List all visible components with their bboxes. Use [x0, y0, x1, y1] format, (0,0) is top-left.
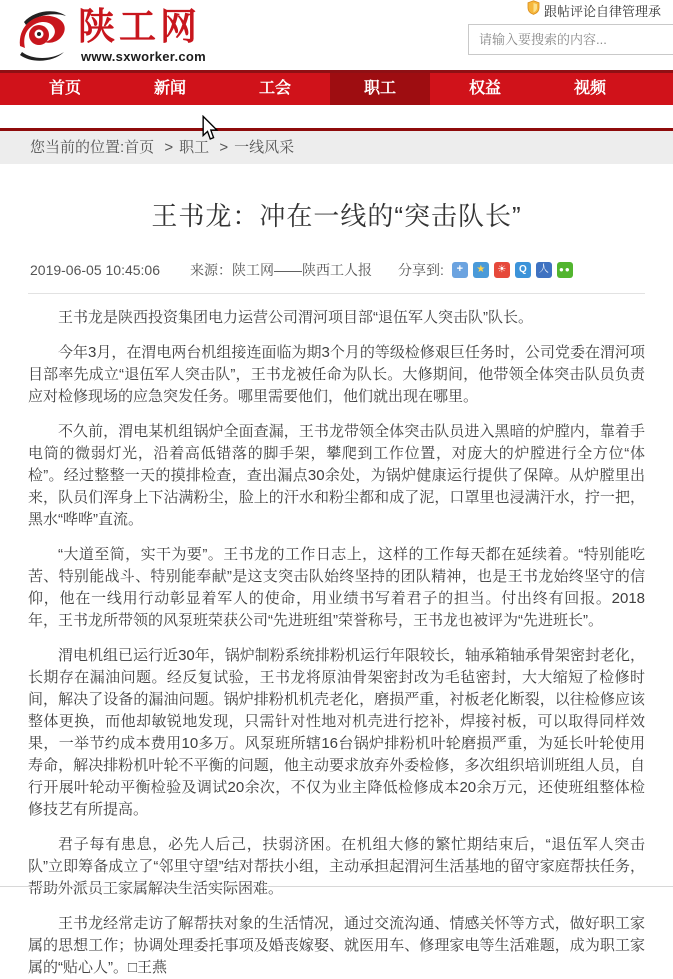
breadcrumb: [0, 128, 673, 164]
site-title: 陕工网: [78, 7, 201, 49]
renren-icon[interactable]: 人: [536, 262, 552, 278]
paragraph: 王书龙是陕西投资集团电力运营公司渭河项目部“退伍军人突击队”队长。: [58, 309, 533, 326]
article-title: 王书龙：冲在一线的“突击队长”: [151, 201, 522, 231]
breadcrumb-separator: >: [164, 139, 174, 156]
breadcrumb-link-home[interactable]: 首页: [124, 139, 155, 156]
qzone-icon[interactable]: ★: [473, 262, 489, 278]
breadcrumb-prefix: 您当前的位置:: [30, 139, 125, 156]
share-more-icon[interactable]: +: [452, 262, 468, 278]
spacer: [0, 105, 673, 128]
breadcrumb-link-frontline[interactable]: 一线风采: [234, 139, 295, 156]
paragraph: “大道至简，实干为要”。王书龙的工作日志上，这样的工作每天都在延续着。“特别能吃苦、特别能战斗、特别能奉献”是这支突击队始终坚持的团队精神，也是王书龙始终坚守的信仰，他在一线用行动彰显着军人的使命，用业绩书写着君子的担当。付出终有回报。2018年，王书龙所带领的风泵班荣获公司“先进班组”荣誉称号，王书龙也被评为“先进班长”。: [28, 546, 645, 629]
site-header: [0, 0, 673, 70]
article-body: [28, 307, 645, 979]
tencent-weibo-icon[interactable]: Q: [515, 262, 531, 278]
site-logo[interactable]: [12, 6, 206, 67]
nav-item-rights[interactable]: 权益: [468, 80, 501, 97]
nav-item-home[interactable]: 首页: [48, 80, 81, 97]
article-meta: [28, 260, 645, 280]
breadcrumb-link-workers[interactable]: 职工: [179, 139, 210, 156]
article: [0, 196, 673, 979]
search-input[interactable]: [468, 24, 673, 55]
main-nav: [0, 70, 673, 105]
site-url: www.sxworker.com: [81, 48, 206, 64]
shield-icon: [527, 0, 540, 20]
share-icons: [452, 262, 578, 278]
paragraph: 不久前，渭电某机组锅炉全面查漏，王书龙带领全体突击队员进入黑暗的炉膛内，靠着手电筒的微弱灯光，沿着高低错落的脚手架，攀爬到工作位置，对庞大的炉膛进行全方位“体检”。经过整整一天的摸排检查，查出漏点30余处，为锅炉健康运行提供了保障。从炉膛里出来，队员们浑身上下沾满粉尘，脸上的汗水和粉尘都和成了泥，口罩里也浸满汗水，拧一把，黑水“哗哗”直流。: [28, 423, 645, 528]
nav-item-workers[interactable]: 职工: [330, 73, 430, 105]
nav-item-union[interactable]: 工会: [258, 80, 291, 97]
comment-self-discipline-notice[interactable]: [527, 2, 661, 18]
wechat-icon[interactable]: ●●: [557, 262, 573, 278]
breadcrumb-separator: >: [219, 139, 229, 156]
meta-divider: [28, 293, 645, 294]
sina-weibo-icon[interactable]: ☀: [494, 262, 510, 278]
nav-item-news[interactable]: 新闻: [153, 80, 186, 97]
paragraph: 王书龙经常走访了解帮扶对象的生活情况，通过交流沟通、情感关怀等方式，做好职工家属的思想工作；协调处理委托事项及婚丧嫁娶、就医用车、修理家电等生活难题，成为职工家属的“贴心人”。□王燕: [28, 915, 645, 976]
paragraph: 今年3月，在渭电两台机组接连面临为期3个月的等级检修艰巨任务时，公司党委在渭河项目部率先成立“退伍军人突击队”，王书龙被任命为队长。大修期间，他带领全体突击队员负责应对检修现场的应急突发任务。哪里需要他们，他们就出现在哪里。: [28, 344, 645, 405]
article-source: 来源：陕工网——陕西工人报: [190, 262, 372, 278]
article-date: 2019-06-05 10:45:06: [30, 262, 160, 278]
footer-divider: [0, 886, 673, 887]
paragraph: 渭电机组已运行近30年，锅炉制粉系统排粉机运行年限较长，轴承箱轴承骨架密封老化，长期存在漏油问题。经反复试验，王书龙将原油骨架密封改为毛毡密封，大大缩短了检修时间，解决了设备的漏油问题。锅炉排粉机机壳老化，磨损严重，衬板老化断裂，以往检修应该整体更换，而他却敏锐地发现，只需针对性地对机壳进行挖补，焊接衬板，可以取得同样效果，一举节约成本费用10多万。风泵班所辖16台锅炉排粉机叶轮磨损严重，为延长叶轮使用寿命，解决排粉机叶轮不平衡的问题，他主动要求放弃外委检修，多次组织培训班组人员，自行开展叶轮动平衡检验及调试20余次，不仅为业主降低检修成本20余万元，还使班组整体检修技艺有所提高。: [28, 647, 645, 818]
share-label: 分享到:: [398, 262, 444, 278]
nav-item-video[interactable]: 视频: [573, 80, 606, 97]
notice-text: 跟帖评论自律管理承: [544, 3, 662, 19]
logo-swirl-icon: [12, 6, 74, 67]
paragraph: 君子每有患息，必先人后己，扶弱济困。在机组大修的繁忙期结束后，“退伍军人突击队”立即筹备成立了“邻里守望”结对帮扶小组，主动承担起渭河生活基地的留守家庭帮扶任务，帮助外派员工家属解决生活实际困难。: [28, 836, 645, 897]
